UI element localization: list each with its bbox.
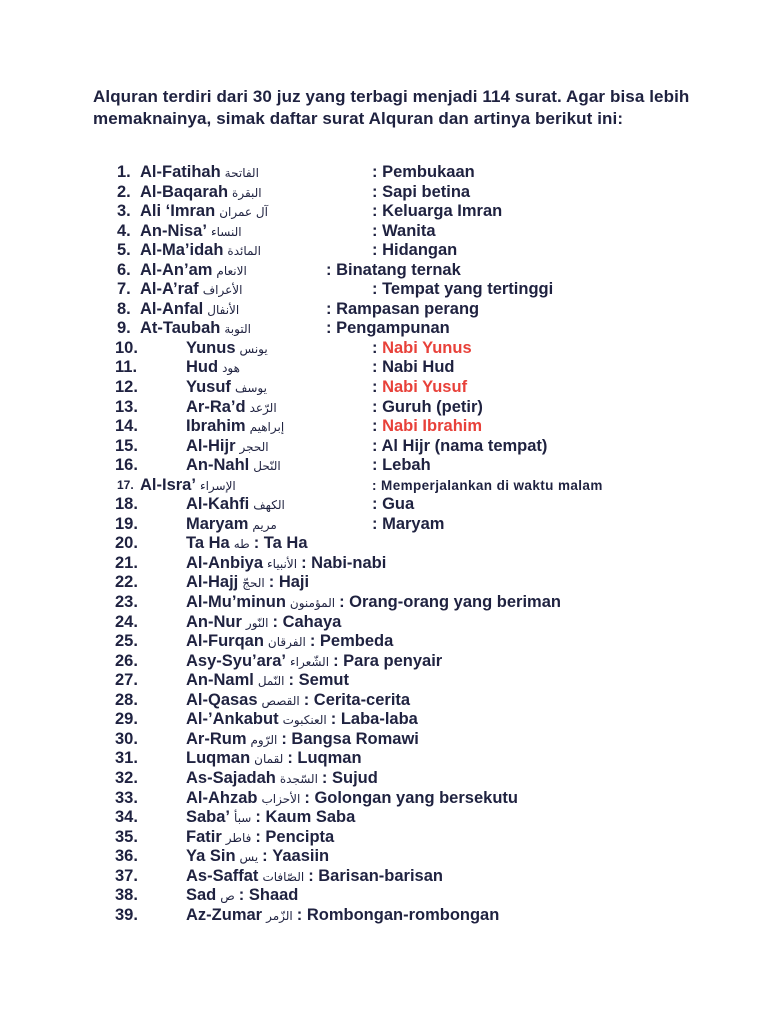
surah-row [0, 573, 768, 593]
surah-arabic: سبأ [234, 811, 252, 826]
surah-name-group [186, 847, 329, 868]
surah-row [0, 456, 768, 476]
surah-name: Al-Baqarah [140, 182, 229, 201]
surah-number: 4. [117, 221, 131, 240]
surah-meaning [372, 495, 414, 515]
surah-row [0, 495, 768, 515]
surah-name-group [186, 554, 386, 575]
surah-row [0, 202, 768, 222]
surah-name-group [186, 867, 443, 888]
surah-number: 1. [117, 163, 131, 181]
surah-number: 32. [115, 768, 138, 787]
surah-arabic: القصص [261, 693, 300, 708]
surah-meaning [269, 573, 309, 591]
surah-name: Yunus [186, 338, 236, 357]
surah-meaning-text: : Bangsa Romawi [281, 729, 419, 748]
surah-arabic: المائدة [227, 244, 261, 259]
surah-meaning-text: : Keluarga Imran [372, 202, 503, 221]
surah-arabic: يونس [239, 341, 268, 356]
surah-arabic: العنكبوت [282, 713, 327, 728]
surah-number: 23. [115, 593, 138, 612]
surah-name: Ibrahim [186, 417, 246, 436]
surah-name-group [186, 534, 308, 555]
surah-meaning [287, 749, 361, 767]
surah-meaning-text: : Gua [372, 495, 415, 514]
surah-meaning-text: : Sujud [321, 768, 378, 787]
surah-row [0, 398, 768, 418]
surah-arabic: الحجّ [242, 576, 265, 591]
surah-arabic: الحجر [239, 439, 269, 454]
surah-meaning [372, 417, 482, 437]
surah-meaning-text: : Orang-orang yang beriman [339, 593, 561, 612]
surah-name: Al-Kahfi [186, 495, 250, 514]
surah-name-group [186, 886, 298, 907]
surah-name-group [186, 632, 393, 653]
surah-meaning-text: : Rampasan perang [326, 299, 480, 318]
surah-meaning [331, 710, 418, 728]
surah-arabic: الشّعراء [289, 654, 330, 669]
surah-name-group [140, 261, 247, 282]
surah-name: Al-Furqan [186, 632, 264, 651]
surah-meaning-text: : Haji [268, 573, 310, 592]
surah-meaning [254, 534, 308, 552]
surah-number: 15. [115, 436, 138, 455]
surah-name: Ali ‘Imran [140, 202, 216, 221]
surah-meaning [372, 339, 472, 359]
surah-meaning [308, 867, 443, 885]
intro-paragraph: Alquran terdiri dari 30 juz yang terbagi menjadi 114 surat. Agar bisa lebih memaknainya, simak daftar surat Alquran dan artinya berikut ini: [93, 87, 690, 128]
surah-meaning [310, 632, 393, 650]
surah-number: 14. [115, 417, 138, 436]
surah-meaning [255, 808, 355, 826]
surah-name-group [186, 495, 285, 516]
surah-meaning [372, 222, 436, 242]
surah-meaning-text: : Pencipta [255, 827, 335, 846]
surah-name: An-Nahl [186, 456, 250, 475]
surah-meaning-text: : Para penyair [333, 651, 443, 670]
surah-name: As-Sajadah [186, 768, 276, 787]
surah-name-group [186, 593, 561, 614]
surah-arabic: هود [222, 361, 240, 376]
surah-name: Ya Sin [186, 847, 236, 866]
surah-meaning-highlight: Nabi Yusuf [382, 378, 468, 397]
surah-arabic: يوسف [234, 381, 267, 396]
surah-name: An-Nisa’ [140, 221, 207, 240]
surah-arabic: التوبة [224, 322, 251, 337]
surah-arabic: الكهف [253, 498, 285, 513]
surah-name: Ta Ha [186, 534, 230, 553]
surah-name: Al-Mu’minun [186, 593, 286, 612]
surah-name-group [186, 769, 378, 790]
surah-name-group [140, 280, 242, 301]
surah-number: 16. [115, 456, 138, 475]
surah-arabic: البقرة [232, 185, 262, 200]
surah-meaning [239, 886, 299, 904]
surah-arabic: الأنفال [207, 302, 240, 317]
surah-arabic: آل عمران [219, 205, 268, 220]
surah-row [0, 906, 768, 926]
surah-number: 11. [115, 358, 138, 377]
surah-name: Al-Anbiya [186, 553, 264, 572]
surah-meaning [372, 378, 467, 398]
surah-meaning-text: : Ta Ha [253, 534, 308, 553]
surah-row [0, 691, 768, 711]
surah-meaning [372, 202, 502, 222]
surah-number: 8. [117, 299, 131, 318]
surah-number: 20. [115, 534, 138, 553]
surah-name: An-Nur [186, 612, 242, 631]
surah-number: 38. [115, 886, 138, 905]
surah-name-group [186, 437, 269, 458]
surah-number: 13. [115, 397, 138, 416]
surah-number: 27. [115, 671, 138, 690]
surah-meaning-text: : Tempat yang tertinggi [372, 280, 554, 299]
surah-name: Al-Hijr [186, 436, 236, 455]
surah-number: 36. [115, 847, 138, 866]
surah-row [0, 437, 768, 457]
surah-meaning [372, 398, 483, 418]
surah-meaning [301, 554, 386, 572]
surah-meaning-text: : Sapi betina [372, 182, 471, 201]
surah-name: At-Taubah [140, 319, 221, 338]
surah-meaning-text: : [372, 378, 383, 397]
surah-meaning-text: : Nabi Hud [372, 358, 455, 377]
surah-number: 2. [117, 182, 131, 201]
surah-name-group [186, 358, 240, 379]
surah-row [0, 241, 768, 261]
surah-arabic: فاطر [225, 830, 252, 845]
surah-meaning-text: : Rombongan-rombongan [296, 905, 500, 924]
surah-meaning-text: : [372, 417, 383, 436]
surah-number: 21. [115, 553, 138, 572]
surah-meaning-text: : Golongan yang bersekutu [304, 788, 518, 807]
surah-row [0, 319, 768, 339]
surah-row [0, 613, 768, 633]
surah-name: Al-Anfal [140, 299, 204, 318]
surah-name: Ar-Rum [186, 729, 247, 748]
surah-number: 5. [117, 241, 131, 260]
surah-row [0, 183, 768, 203]
surah-arabic: الرّوم [250, 732, 278, 747]
surah-meaning [372, 456, 431, 476]
surah-row [0, 300, 768, 320]
surah-meaning-text: : Pembeda [309, 632, 394, 651]
surah-meaning [297, 906, 500, 924]
surah-meaning [372, 358, 455, 378]
surah-name: As-Saffat [186, 866, 259, 885]
surah-row [0, 593, 768, 613]
surah-number: 3. [117, 202, 131, 221]
surah-name-group [186, 613, 341, 634]
surah-arabic: الأحزاب [261, 791, 301, 806]
surah-name: Al-An’am [140, 260, 213, 279]
surah-row [0, 730, 768, 750]
surah-number: 28. [115, 690, 138, 709]
surah-number: 39. [115, 905, 138, 924]
surah-arabic: الفرقان [267, 635, 306, 650]
surah-name-group [186, 789, 518, 810]
surah-arabic: الرّعد [249, 400, 277, 415]
surah-meaning [339, 593, 561, 611]
surah-name: Fatir [186, 827, 222, 846]
surah-arabic: طه [233, 537, 250, 552]
surah-row [0, 417, 768, 437]
surah-number: 17. [117, 477, 134, 492]
surah-number: 35. [115, 827, 138, 846]
surah-name-group [186, 652, 442, 673]
surah-number: 29. [115, 710, 138, 729]
surah-meaning-text: : Laba-laba [330, 710, 418, 729]
surah-name-group [186, 808, 355, 829]
surah-arabic: ص [220, 889, 235, 904]
surah-row [0, 749, 768, 769]
surah-meaning-text: : Al Hijr (nama tempat) [372, 436, 548, 455]
surah-meaning-text: : Semut [288, 671, 349, 690]
surah-name-group [186, 691, 410, 712]
surah-name: Az-Zumar [186, 905, 263, 924]
surah-arabic: النّمل [257, 674, 285, 689]
surah-name: Al-Hajj [186, 573, 239, 592]
surah-row [0, 222, 768, 242]
surah-arabic: النّور [245, 615, 269, 630]
surah-row [0, 886, 768, 906]
surah-meaning-text: : Luqman [287, 749, 362, 768]
surah-meaning [281, 730, 419, 748]
surah-number: 22. [115, 573, 138, 592]
surah-arabic: الأعراف [202, 283, 243, 298]
surah-number: 24. [115, 612, 138, 631]
surah-arabic: النساء [210, 224, 242, 239]
surah-meaning-text: : Yaasiin [262, 847, 330, 866]
surah-name-group [186, 749, 362, 770]
surah-name-group [140, 183, 262, 204]
surah-number: 31. [115, 749, 138, 768]
surah-name-group [186, 398, 277, 419]
surah-number: 34. [115, 808, 138, 827]
surah-arabic: المؤمنون [289, 596, 336, 611]
surah-arabic: إبراهيم [249, 420, 285, 435]
surah-row [0, 378, 768, 398]
surah-arabic: الانعام [216, 263, 247, 278]
surah-meaning [255, 828, 334, 846]
surah-arabic: يس [239, 850, 259, 865]
surah-meaning-text: : Guruh (petir) [372, 397, 483, 416]
surah-name-group [186, 730, 419, 751]
surah-meaning-text: : Binatang ternak [326, 260, 461, 279]
surah-name-group [186, 573, 309, 594]
surah-name-group [140, 222, 242, 243]
surah-meaning-text: : Hidangan [372, 241, 458, 260]
surah-meaning [372, 476, 603, 496]
surah-arabic: الأنبياء [267, 556, 298, 571]
surah-meaning-text: : Nabi-nabi [301, 553, 387, 572]
surah-arabic: النّحل [253, 459, 281, 474]
surah-meaning-highlight: Nabi Yunus [382, 338, 472, 357]
surah-meaning [372, 183, 470, 203]
surah-meaning-text: : Memperjalankan di waktu malam [372, 477, 603, 493]
surah-meaning-text: : Wanita [372, 221, 436, 240]
surah-row [0, 632, 768, 652]
surah-number: 19. [115, 514, 138, 533]
surah-meaning-text: : Pembukaan [372, 163, 475, 181]
surah-name-group [186, 456, 281, 477]
surah-arabic: الفاتحة [224, 166, 259, 180]
surah-row [0, 808, 768, 828]
surah-name: Yusuf [186, 378, 231, 397]
surah-name-group [186, 906, 499, 927]
surah-arabic: السّجدة [279, 771, 318, 786]
surah-arabic: مريم [252, 517, 277, 532]
surah-name-group [186, 828, 334, 849]
surah-name: Luqman [186, 749, 251, 768]
surah-name: An-Naml [186, 671, 254, 690]
surah-name-group [140, 476, 236, 497]
surah-row [0, 867, 768, 887]
surah-row [0, 163, 768, 183]
surah-row [0, 769, 768, 789]
surah-row [0, 476, 768, 496]
surah-meaning-text: : Kaum Saba [255, 808, 356, 827]
surah-number: 26. [115, 651, 138, 670]
surah-number: 9. [117, 319, 131, 338]
surah-meaning-text: : Cahaya [272, 612, 342, 631]
surah-meaning [326, 319, 450, 339]
surah-number: 33. [115, 788, 138, 807]
surah-name: Al-Fatihah [140, 163, 221, 181]
surah-name-group [140, 241, 261, 262]
surah-meaning [262, 847, 329, 865]
surah-meaning-text: : Maryam [372, 514, 445, 533]
surah-meaning-highlight: Nabi Ibrahim [382, 417, 483, 436]
surah-name-group [140, 319, 251, 340]
surah-row [0, 710, 768, 730]
surah-number: 37. [115, 866, 138, 885]
surah-name: Ar-Ra’d [186, 397, 246, 416]
surah-name: Al-Ahzab [186, 788, 258, 807]
surah-meaning [304, 691, 410, 709]
surah-number: 25. [115, 632, 138, 651]
surah-arabic: الإسراء [199, 478, 236, 493]
surah-name-group [186, 378, 267, 399]
surah-name-group [186, 339, 268, 360]
surah-meaning [372, 515, 444, 535]
surah-name-group [186, 671, 349, 692]
surah-meaning-text: : Barisan-barisan [308, 866, 443, 885]
surah-meaning-text: : Cerita-cerita [303, 690, 411, 709]
surah-meaning [372, 241, 457, 261]
surah-row [0, 789, 768, 809]
surah-name: Asy-Syu’ara’ [186, 651, 286, 670]
surah-row [0, 671, 768, 691]
surah-number: 12. [115, 378, 138, 397]
surah-number: 6. [117, 260, 131, 279]
surah-row [0, 847, 768, 867]
surah-row [0, 515, 768, 535]
surah-row [0, 261, 768, 281]
surah-arabic: لقمان [254, 752, 284, 767]
surah-name-group [186, 417, 284, 438]
surah-row [0, 534, 768, 554]
surah-meaning [372, 437, 547, 457]
surah-row [0, 828, 768, 848]
surah-arabic: الصّافات [262, 869, 305, 884]
surah-meaning [372, 280, 553, 300]
surah-name: Hud [186, 358, 219, 377]
surah-row [0, 280, 768, 300]
surah-meaning [326, 261, 461, 281]
surah-meaning [304, 789, 518, 807]
surah-meaning [333, 652, 442, 670]
surah-name: Al-Ma’idah [140, 241, 224, 260]
surah-number: 7. [117, 280, 131, 299]
surah-meaning [288, 671, 349, 689]
surah-number: 30. [115, 729, 138, 748]
surah-row [0, 339, 768, 359]
surah-meaning-text: : [372, 338, 383, 357]
surah-meaning [273, 613, 342, 631]
surah-name: Al-A’raf [140, 280, 199, 299]
surah-meaning [372, 163, 475, 183]
surah-meaning [322, 769, 378, 787]
surah-arabic: الزّمر [266, 908, 293, 923]
surah-row [0, 652, 768, 672]
surah-meaning-text: : Pengampunan [326, 319, 450, 338]
surah-row [0, 358, 768, 378]
surah-name-group [140, 163, 259, 184]
surah-number: 10. [115, 338, 138, 357]
surah-name: Maryam [186, 514, 249, 533]
surah-meaning-text: : Shaad [238, 886, 299, 905]
surah-name: Al-Isra’ [140, 475, 196, 494]
surah-meaning [326, 300, 479, 320]
surah-name: Saba’ [186, 808, 231, 827]
surah-name: Al-’Ankabut [186, 710, 279, 729]
surah-name-group [140, 202, 268, 223]
surah-name-group [186, 710, 418, 731]
surah-name-group [186, 515, 277, 536]
surah-name-group [140, 300, 239, 321]
surah-row [0, 554, 768, 574]
surah-name: Sad [186, 886, 217, 905]
surah-list [0, 163, 768, 925]
surah-name: Al-Qasas [186, 690, 258, 709]
surah-meaning-text: : Lebah [372, 456, 431, 475]
surah-number: 18. [115, 495, 138, 514]
